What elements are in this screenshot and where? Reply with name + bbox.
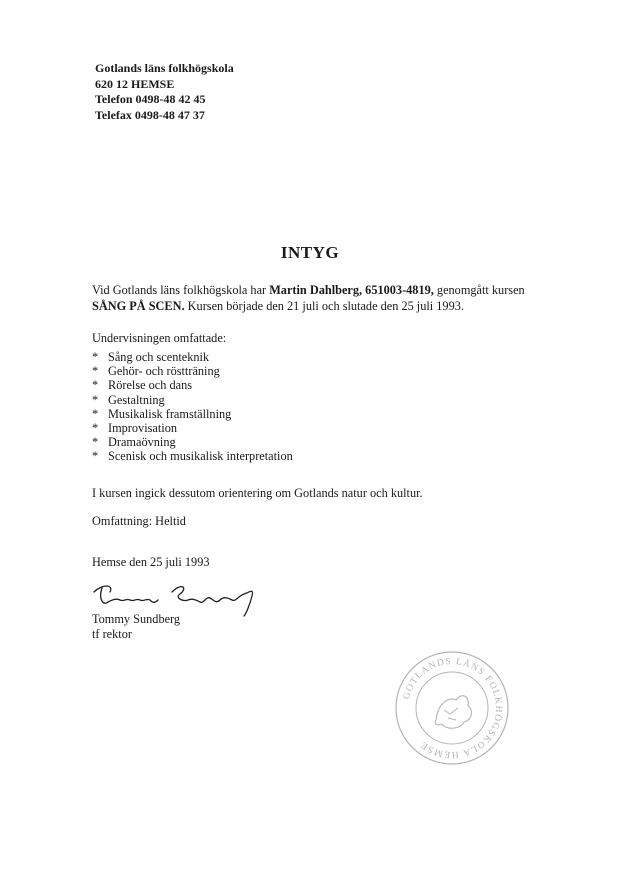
postal-address: 620 12 HEMSE — [95, 76, 175, 91]
bullet-marker: * — [92, 350, 99, 364]
subject-label: Rörelse och dans — [108, 378, 193, 393]
bullet-marker: * — [92, 378, 99, 393]
bullet-marker: * — [92, 364, 99, 379]
subject-list-item — [92, 407, 532, 421]
subject-list-item — [92, 421, 532, 435]
subject-label: Improvisation — [108, 420, 177, 435]
subject-list-item — [92, 449, 532, 463]
document-title: INTYG — [280, 243, 340, 262]
phone-number: Telefon 0498-48 42 45 — [95, 92, 206, 106]
course-name: SÅNG PÅ SCEN. — [92, 298, 185, 313]
included-heading: Undervisningen omfattade: — [92, 331, 227, 345]
subject-list-item — [92, 364, 532, 378]
course-dates: Kursen började den 21 juli och slutade den 25 juli 1993. — [184, 298, 464, 313]
bullet-marker: * — [92, 420, 99, 435]
signer-role: tf rektor — [92, 626, 132, 641]
signer-name: Tommy Sundberg — [92, 612, 181, 626]
subject-list-item — [92, 350, 532, 364]
student-name: Martin Dahlberg, 651003-4819, — [269, 283, 434, 297]
school-name: Gotlands läns folkhögskola — [95, 61, 234, 75]
letterhead — [95, 61, 234, 123]
signer-block — [92, 612, 532, 641]
bullet-marker: * — [92, 435, 99, 450]
school-seal-stamp — [392, 648, 512, 768]
paragraph-mid: genomgått kursen — [433, 283, 525, 297]
certificate-paragraph — [92, 283, 532, 314]
place-date: Hemse den 25 juli 1993 — [92, 555, 210, 569]
orientation-text: I kursen ingick dessutom orientering om Gotlands natur och kultur. — [92, 486, 423, 500]
subject-list — [92, 350, 532, 464]
bullet-marker: * — [92, 406, 99, 421]
bullet-marker: * — [92, 392, 99, 407]
subject-list-item — [92, 393, 532, 407]
subject-label: Sång och scenteknik — [108, 350, 210, 364]
subject-label: Scenisk och musikalisk interpretation — [108, 449, 293, 464]
subject-label: Gehör- och röstträning — [108, 364, 220, 379]
subject-list-item — [92, 435, 532, 449]
bullet-marker: * — [92, 449, 99, 464]
subject-label: Dramaövning — [108, 435, 176, 450]
subject-label: Musikalisk framställning — [108, 406, 232, 421]
subject-label: Gestaltning — [108, 392, 165, 407]
subject-list-item — [92, 378, 532, 392]
fax-number: Telefax 0498-48 47 37 — [95, 107, 205, 122]
seal-text: GOTLANDS LÄNS FOLKHÖGSKOLA HEMSE — [401, 656, 504, 760]
scope-text: Omfattning: Heltid — [92, 514, 186, 528]
paragraph-intro: Vid Gotlands läns folkhögskola har — [92, 283, 270, 297]
